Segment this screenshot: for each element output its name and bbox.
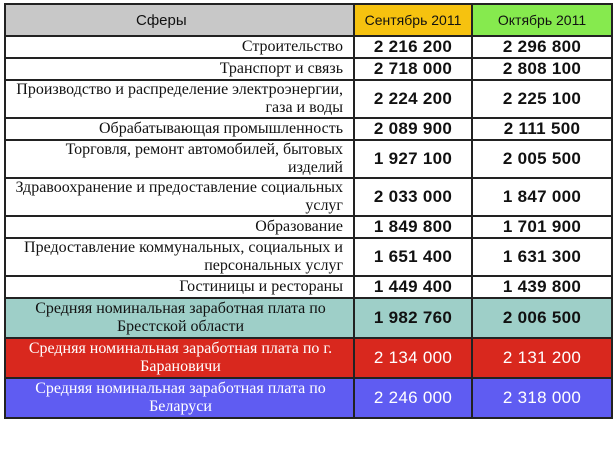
table-row	[5, 238, 612, 276]
row-label: Строительство	[5, 36, 354, 58]
september-value: 2 134 000	[354, 338, 472, 378]
september-value: 1 449 400	[354, 276, 472, 298]
row-label: Производство и распределение электроэнергии, газа и воды	[5, 80, 354, 118]
header-september: Сентябрь 2011	[354, 4, 472, 36]
october-value: 2 296 800	[472, 36, 612, 58]
october-value: 2 006 500	[472, 298, 612, 338]
october-value: 2 808 100	[472, 58, 612, 80]
october-value: 1 847 000	[472, 178, 612, 216]
table-row	[5, 36, 612, 58]
october-value: 2 131 200	[472, 338, 612, 378]
table-row	[5, 140, 612, 178]
average-row-brest-region	[5, 298, 612, 338]
september-value: 1 849 800	[354, 216, 472, 238]
september-value: 2 033 000	[354, 178, 472, 216]
september-value: 2 718 000	[354, 58, 472, 80]
table-row	[5, 178, 612, 216]
row-label: Предоставление коммунальных, социальных и персональных услуг	[5, 238, 354, 276]
row-label: Обрабатывающая промышленность	[5, 118, 354, 140]
september-value: 1 927 100	[354, 140, 472, 178]
october-value: 1 701 900	[472, 216, 612, 238]
september-value: 1 982 760	[354, 298, 472, 338]
table-row	[5, 80, 612, 118]
row-label: Здравоохранение и предоставление социальных услуг	[5, 178, 354, 216]
september-value: 1 651 400	[354, 238, 472, 276]
september-value: 2 224 200	[354, 80, 472, 118]
header-october: Октябрь 2011	[472, 4, 612, 36]
table-row	[5, 216, 612, 238]
row-label: Средняя номинальная заработная плата по Брестской области	[5, 298, 354, 338]
october-value: 1 439 800	[472, 276, 612, 298]
october-value: 2 225 100	[472, 80, 612, 118]
salary-table	[4, 3, 613, 419]
table-row	[5, 118, 612, 140]
header-row	[5, 4, 612, 36]
october-value: 1 631 300	[472, 238, 612, 276]
row-label: Средняя номинальная заработная плата по г. Барановичи	[5, 338, 354, 378]
header-sphere: Сферы	[5, 4, 354, 36]
october-value: 2 318 000	[472, 378, 612, 418]
september-value: 2 216 200	[354, 36, 472, 58]
september-value: 2 246 000	[354, 378, 472, 418]
row-label: Торговля, ремонт автомобилей, бытовых изделий	[5, 140, 354, 178]
september-value: 2 089 900	[354, 118, 472, 140]
row-label: Средняя номинальная заработная плата по Беларуси	[5, 378, 354, 418]
table-row	[5, 276, 612, 298]
october-value: 2 005 500	[472, 140, 612, 178]
row-label: Транспорт и связь	[5, 58, 354, 80]
row-label: Образование	[5, 216, 354, 238]
average-row-baranovichi	[5, 338, 612, 378]
row-label: Гостиницы и рестораны	[5, 276, 354, 298]
october-value: 2 111 500	[472, 118, 612, 140]
table-row	[5, 58, 612, 80]
average-row-belarus	[5, 378, 612, 418]
